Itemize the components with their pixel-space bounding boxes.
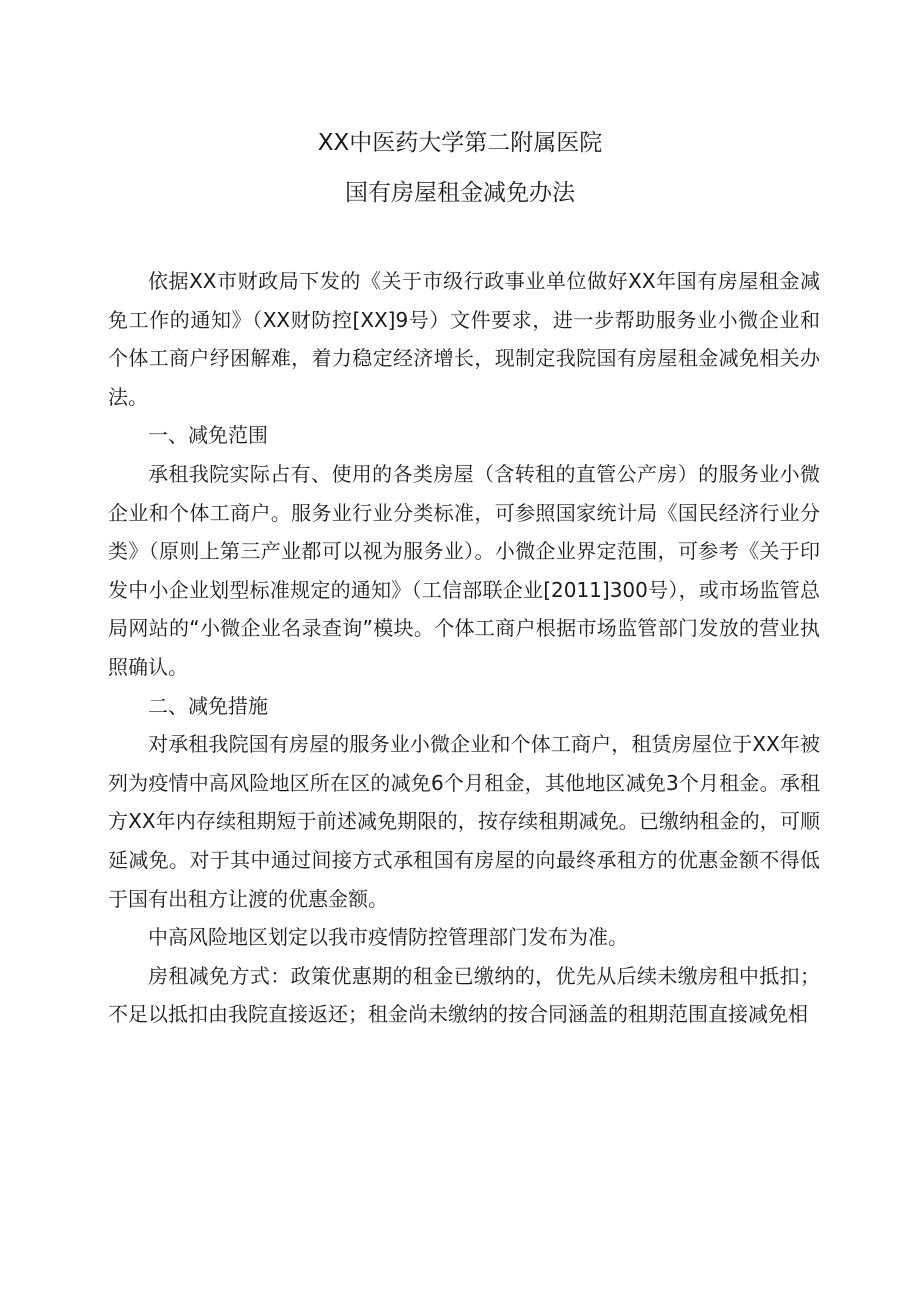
document-title-line1: XX中医药大学第二附属医院 — [317, 130, 603, 156]
document-title-line2: 国有房屋租金减免办法 — [345, 180, 575, 206]
section-heading-scope: 一、减免范围 — [148, 423, 268, 448]
paragraph-measures: 对承租我院国有房屋的服务业小微企业和个体工商户，租赁房屋位于XX年被列为疫情中高风险地区所在区的减免6个月租金，其他地区减免3个月租金。承租方XX年内存续租期短于前述减免期限的，按存续租期减免。已缴纳租金的，可顺延减免。对于其中通过间接方式承租国有房屋的向最终承租方的优惠金额不得低于国有出租方让渡的优惠金额。 — [108, 732, 820, 911]
paragraph-scope: 承租我院实际占有、使用的各类房屋（含转租的直管公产房）的服务业小微企业和个体工商户。服务业行业分类标准，可参照国家统计局《国民经济行业分类》（原则上第三产业都可以视为服务业）。小微企业界定范围，可参考《关于印发中小企业划型标准规定的通知》（工信部联企业[2011]300号），或市场监管总局网站的“小微企业名录查询”模块。个体工商户根据市场监管部门发放的营业执照确认。 — [108, 461, 820, 679]
document-body — [108, 262, 820, 1034]
paragraph-risk-area: 中高风险地区划定以我市疫情防控管理部门发布为准。 — [148, 925, 628, 950]
section-heading-measures: 二、减免措施 — [148, 693, 268, 718]
paragraph-basis: 依据XX市财政局下发的《关于市级行政事业单位做好XX年国有房屋租金减免工作的通知》（XX财防控[XX]9号）文件要求，进一步帮助服务业小微企业和个体工商户纾困解难，着力稳定经济增长，现制定我院国有房屋租金减免相关办法。 — [108, 269, 820, 409]
paragraph-method: 房租减免方式：政策优惠期的租金已缴纳的，优先从后续未缴房租中抵扣；不足以抵扣由我院直接返还；租金尚未缴纳的按合同涵盖的租期范围直接减免相 — [108, 963, 820, 1027]
